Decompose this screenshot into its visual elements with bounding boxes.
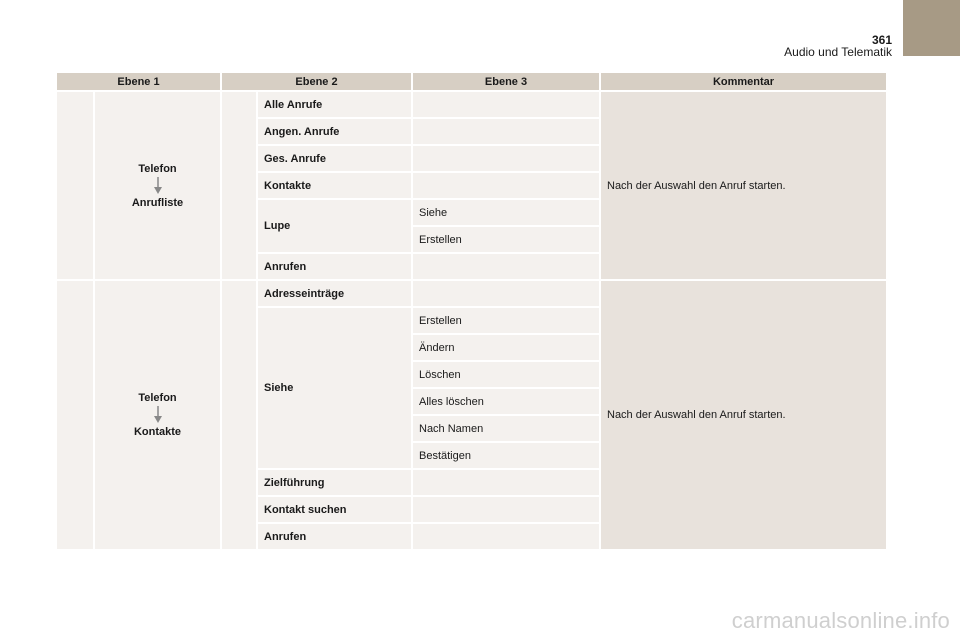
level3-cell: Erstellen xyxy=(412,307,600,334)
spacer-cell xyxy=(221,280,257,550)
column-header-ebene-3: Ebene 3 xyxy=(412,73,600,91)
spacer-cell xyxy=(221,91,257,280)
arrow-down-icon xyxy=(153,406,163,424)
level2-cell: Angen. Anrufe xyxy=(257,118,412,145)
level1-cell-anrufliste xyxy=(94,91,221,280)
level3-cell: Bestätigen xyxy=(412,442,600,469)
level1-top: Telefon xyxy=(138,392,177,404)
comment-cell: Nach der Auswahl den Anruf starten. xyxy=(600,280,886,550)
table-header-row xyxy=(57,73,886,91)
level1-bottom: Anrufliste xyxy=(131,196,184,209)
column-header-kommentar: Kommentar xyxy=(600,73,886,91)
level3-cell xyxy=(412,253,600,280)
level2-cell: Adresseinträge xyxy=(257,280,412,307)
level3-cell: Ändern xyxy=(412,334,600,361)
level3-cell xyxy=(412,172,600,199)
level2-cell: Lupe xyxy=(257,199,412,253)
level3-cell: Alles löschen xyxy=(412,388,600,415)
level3-cell xyxy=(412,145,600,172)
level2-cell: Ges. Anrufe xyxy=(257,145,412,172)
level3-cell xyxy=(412,91,600,118)
table-row xyxy=(57,280,886,307)
indent-cell xyxy=(57,280,94,550)
watermark: carmanualsonline.info xyxy=(731,608,950,633)
level2-cell: Zielführung xyxy=(257,469,412,496)
level3-cell xyxy=(412,118,600,145)
level1-path xyxy=(134,391,181,439)
level3-cell xyxy=(412,469,600,496)
level3-cell xyxy=(412,523,600,550)
level2-cell: Anrufen xyxy=(257,523,412,550)
section-title: Audio und Telematik xyxy=(784,45,892,59)
level2-cell: Anrufen xyxy=(257,253,412,280)
level2-cell: Siehe xyxy=(257,307,412,469)
level3-cell: Löschen xyxy=(412,361,600,388)
level3-cell xyxy=(412,280,600,307)
level1-path xyxy=(132,162,183,210)
level1-bottom: Kontakte xyxy=(133,426,182,438)
menu-table xyxy=(57,73,886,551)
corner-tab xyxy=(903,0,960,56)
column-header-ebene-1: Ebene 1 xyxy=(57,73,221,91)
table-row xyxy=(57,91,886,118)
column-header-ebene-2: Ebene 2 xyxy=(221,73,412,91)
level3-cell: Nach Namen xyxy=(412,415,600,442)
level2-cell: Kontakt suchen xyxy=(257,496,412,523)
indent-cell xyxy=(57,91,94,280)
level1-top: Telefon xyxy=(138,162,177,175)
level2-cell: Kontakte xyxy=(257,172,412,199)
level3-cell: Siehe xyxy=(412,199,600,226)
comment-cell: Nach der Auswahl den Anruf starten. xyxy=(600,91,886,280)
level3-cell: Erstellen xyxy=(412,226,600,253)
page-number: 361 xyxy=(871,33,892,47)
level3-cell xyxy=(412,496,600,523)
level2-cell: Alle Anrufe xyxy=(257,91,412,118)
level1-cell-kontakte xyxy=(94,280,221,550)
arrow-down-icon xyxy=(153,177,163,195)
